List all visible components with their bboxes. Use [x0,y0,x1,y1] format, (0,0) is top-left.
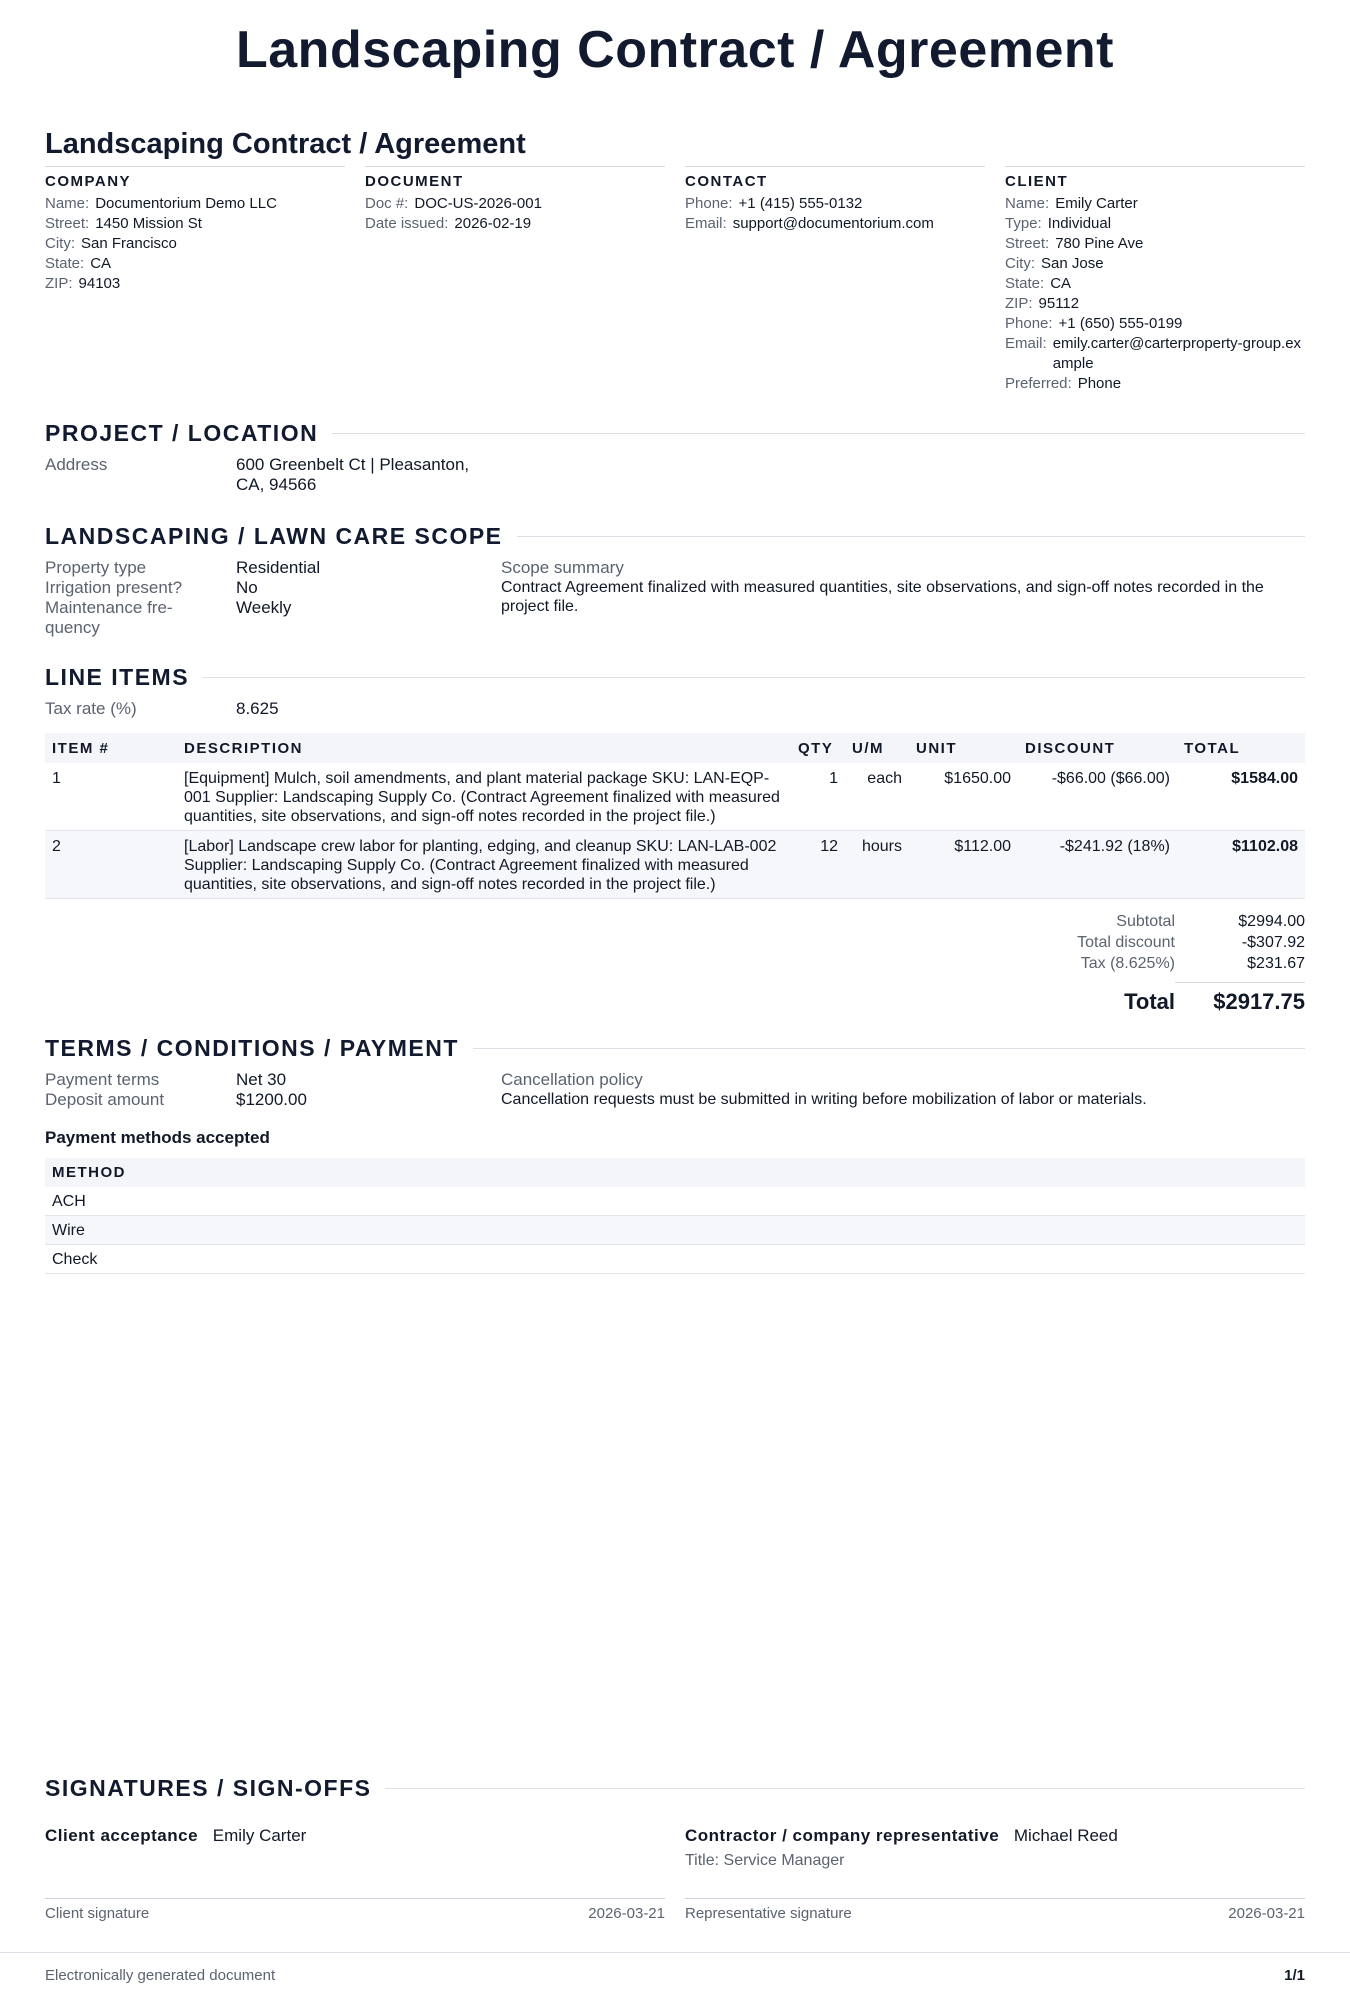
method-cell: Check [45,1245,1305,1274]
method-cell: Wire [45,1216,1305,1245]
deposit-row [45,1090,501,1110]
field-value: Net 30 [236,1070,287,1089]
field-value: Documentorium Demo LLC [95,195,277,212]
rep-title: Title: Service Manager [685,1852,845,1869]
section-title: TERMS / CONDITIONS / PAYMENT [45,1035,459,1061]
table-header-row [45,733,1305,763]
signatures-section [45,1775,1305,1922]
field-value: CA [1050,275,1072,292]
table-header-row [45,1158,1305,1187]
field-value: Weekly [236,598,292,617]
tax-rate-row [45,699,1305,719]
field-label: Irrigation present? [45,578,183,597]
field-label: Street: [1005,235,1050,252]
signature-blocks [45,1826,1305,1922]
footer-note: Electronically generated document [45,1967,276,1984]
table-row [45,1187,1305,1216]
payment-methods-heading: Payment methods accepted [45,1128,270,1147]
field-value: $1200.00 [236,1090,307,1109]
col-qty: QTY [791,733,845,763]
client-city-row [1005,254,1305,274]
client-signature-line [45,1898,665,1922]
scope-fields [45,558,501,638]
company-street-row [45,214,345,234]
date-issued-row [365,214,665,234]
field-value: 95112 [1038,295,1080,312]
col-description: DESCRIPTION [177,733,791,763]
tax-label: Tax (8.625%) [1080,955,1175,972]
field-label: City: [45,235,75,252]
cancellation-value: Cancellation requests must be submitted in writing before mobilization of labor or materials. [501,1091,1147,1108]
rep-label: Contractor / company representative [685,1826,1000,1845]
subtotal-label: Subtotal [1116,913,1175,930]
field-label: Email: [685,215,727,232]
method-cell: ACH [45,1187,1305,1216]
section-divider [517,536,1305,537]
total-value: $2917.75 [1175,982,1305,1015]
field-label: Doc #: [365,195,409,212]
section-divider [473,1048,1305,1049]
contact-phone-row [685,194,985,214]
section-title: LANDSCAPING / LAWN CARE SCOPE [45,523,503,549]
table-row [45,1245,1305,1274]
field-label: ZIP: [45,275,73,292]
summary-value: Contract Agreement finalized with measured quantities, site observations, and sign-off notes recorded in the project file. [501,579,1264,615]
client-name-row [1005,194,1305,214]
client-preferred-row [1005,374,1305,394]
irrigation-row [45,578,501,598]
col-unit: UNIT [909,733,1018,763]
project-address-row [45,455,1305,495]
summary-label: Scope summary [501,558,624,577]
address-label: Address [45,455,108,474]
section-title: LINE ITEMS [45,664,190,690]
subtotal-row [45,911,1305,932]
col-total: TOTAL [1177,733,1305,763]
rep-line [685,1826,1305,1898]
company-state-row [45,254,345,274]
cell-total: $1584.00 [1177,763,1305,831]
company-name-row [45,194,345,214]
field-value: 2026-02-19 [454,215,532,232]
col-method: METHOD [45,1158,1305,1187]
field-value: 1450 Mission St [95,215,202,232]
field-label: Name: [1005,195,1050,212]
company-heading: COMPANY [45,173,132,190]
field-value: +1 (415) 555-0132 [738,195,863,212]
client-signature-block [45,1826,665,1922]
field-value: emily.carter@carterproperty-group.example [1052,335,1302,372]
field-value: Emily Carter [1055,195,1138,212]
scope-details [45,558,1305,638]
party-info [45,166,1305,394]
section-title: PROJECT / LOCATION [45,420,319,446]
field-label: Maintenance fre-quency [45,598,173,637]
section-divider [332,433,1305,434]
cell-total: $1102.08 [1177,831,1305,899]
table-row [45,1216,1305,1245]
company-block [45,166,345,394]
table-row [45,831,1305,899]
cell-unit: $112.00 [909,831,1018,899]
cell-unit: $1650.00 [909,763,1018,831]
field-label: State: [1005,275,1045,292]
client-email-row [1005,334,1305,374]
field-label: Name: [45,195,90,212]
tax-row [45,953,1305,974]
cell-discount: -$241.92 (18%) [1018,831,1177,899]
scope-section-heading [45,523,1305,550]
property-type-row [45,558,501,578]
field-label: City: [1005,255,1035,272]
client-state-row [1005,274,1305,294]
discount-row [45,932,1305,953]
cell-item: 1 [45,763,177,831]
discount-label: Total discount [1077,934,1175,951]
terms-section-heading [45,1035,1305,1062]
field-label: Type: [1005,215,1042,232]
field-value: DOC-US-2026-001 [414,195,542,212]
field-value: CA [90,255,112,272]
signatures-section-heading [45,1775,1305,1802]
field-label: Street: [45,215,90,232]
grand-total-row [45,982,1305,1015]
field-label: Preferred: [1005,375,1072,392]
field-label: Date issued: [365,215,449,232]
cell-um: each [845,763,909,831]
line-items-table [45,733,1305,899]
field-value: No [236,578,258,597]
project-section-heading [45,420,1305,447]
cell-item: 2 [45,831,177,899]
table-row [45,763,1305,831]
cell-qty: 1 [791,763,845,831]
field-label: ZIP: [1005,295,1033,312]
address-value: 600 Greenbelt Ct | Pleasanton, CA, 94566 [236,455,470,494]
field-label: State: [45,255,85,272]
cancellation-policy [501,1070,1305,1110]
section-divider [203,677,1305,678]
document-block [365,166,665,394]
payment-terms-row [45,1070,501,1090]
contact-heading: CONTACT [685,173,768,190]
sub-title: Landscaping Contract / Agreement [45,128,526,160]
rep-name: Michael Reed [1013,1826,1118,1845]
field-value: Phone [1077,375,1122,392]
field-label: Payment terms [45,1070,160,1089]
rep-signature-label: Representative signature [685,1905,852,1922]
payment-methods-table [45,1158,1305,1274]
cell-discount: -$66.00 ($66.00) [1018,763,1177,831]
page-number: 1/1 [1284,1967,1305,1984]
field-value: support@documentorium.com [732,215,934,232]
client-type-row [1005,214,1305,234]
section-divider [385,1788,1305,1789]
doc-number-row [365,194,665,214]
client-phone-row [1005,314,1305,334]
client-zip-row [1005,294,1305,314]
tax-rate-value: 8.625 [236,699,279,718]
scope-summary [501,558,1305,638]
contact-block [685,166,985,394]
cell-qty: 12 [791,831,845,899]
rep-signature-line [685,1898,1305,1922]
company-zip-row [45,274,345,294]
main-title: Landscaping Contract / Agreement [236,21,1114,79]
cell-description: [Labor] Landscape crew labor for planting, edging, and cleanup SKU: LAN-LAB-002 Supplier: Landscaping Supply Co. (Contract Agreement finalized with measured quantities, site observations, and sign-off notes recorded in the project file.) [177,831,791,899]
field-value: Residential [236,558,321,577]
field-label: Phone: [1005,315,1053,332]
col-um: U/M [845,733,909,763]
client-acceptance-line [45,1826,665,1898]
total-label: Total [1124,989,1175,1014]
client-signature-date: 2026-03-21 [588,1905,665,1922]
field-value: San Francisco [81,235,177,252]
line-items-section-heading [45,664,1305,691]
contact-email-row [685,214,985,234]
terms-fields [45,1070,501,1110]
field-label: Email: [1005,335,1047,352]
client-heading: CLIENT [1005,173,1069,190]
maintenance-row [45,598,501,638]
discount-value: -$307.92 [1241,934,1305,951]
page-footer [0,1952,1350,1984]
company-city-row [45,234,345,254]
field-value: 780 Pine Ave [1055,235,1144,252]
terms-details [45,1070,1305,1110]
cancellation-label: Cancellation policy [501,1070,643,1089]
section-title: SIGNATURES / SIGN-OFFS [45,1775,372,1801]
document-page [45,0,1305,1274]
client-block [1005,166,1305,394]
tax-rate-label: Tax rate (%) [45,699,137,718]
field-label: Deposit amount [45,1090,165,1109]
tax-value: $231.67 [1247,955,1305,972]
client-acceptance-name: Emily Carter [212,1826,307,1845]
field-label: Property type [45,558,147,577]
field-value: 94103 [78,275,121,292]
col-item: ITEM # [45,733,177,763]
rep-signature-date: 2026-03-21 [1228,1905,1305,1922]
field-value: Individual [1047,215,1112,232]
client-acceptance-label: Client acceptance [45,1826,199,1845]
rep-signature-block [685,1826,1305,1922]
cell-description: [Equipment] Mulch, soil amendments, and plant material package SKU: LAN-EQP-001 Supplier: Landscaping Supply Co. (Contract Agreement finalized with measured quantities, site observations, and sign-off notes recorded in the project file.) [177,763,791,831]
document-heading: DOCUMENT [365,173,464,190]
field-value: +1 (650) 555-0199 [1058,315,1183,332]
client-street-row [1005,234,1305,254]
subtotal-value: $2994.00 [1238,913,1305,930]
client-signature-label: Client signature [45,1905,150,1922]
col-discount: DISCOUNT [1018,733,1177,763]
field-value: San Jose [1041,255,1104,272]
field-label: Phone: [685,195,733,212]
cell-um: hours [845,831,909,899]
